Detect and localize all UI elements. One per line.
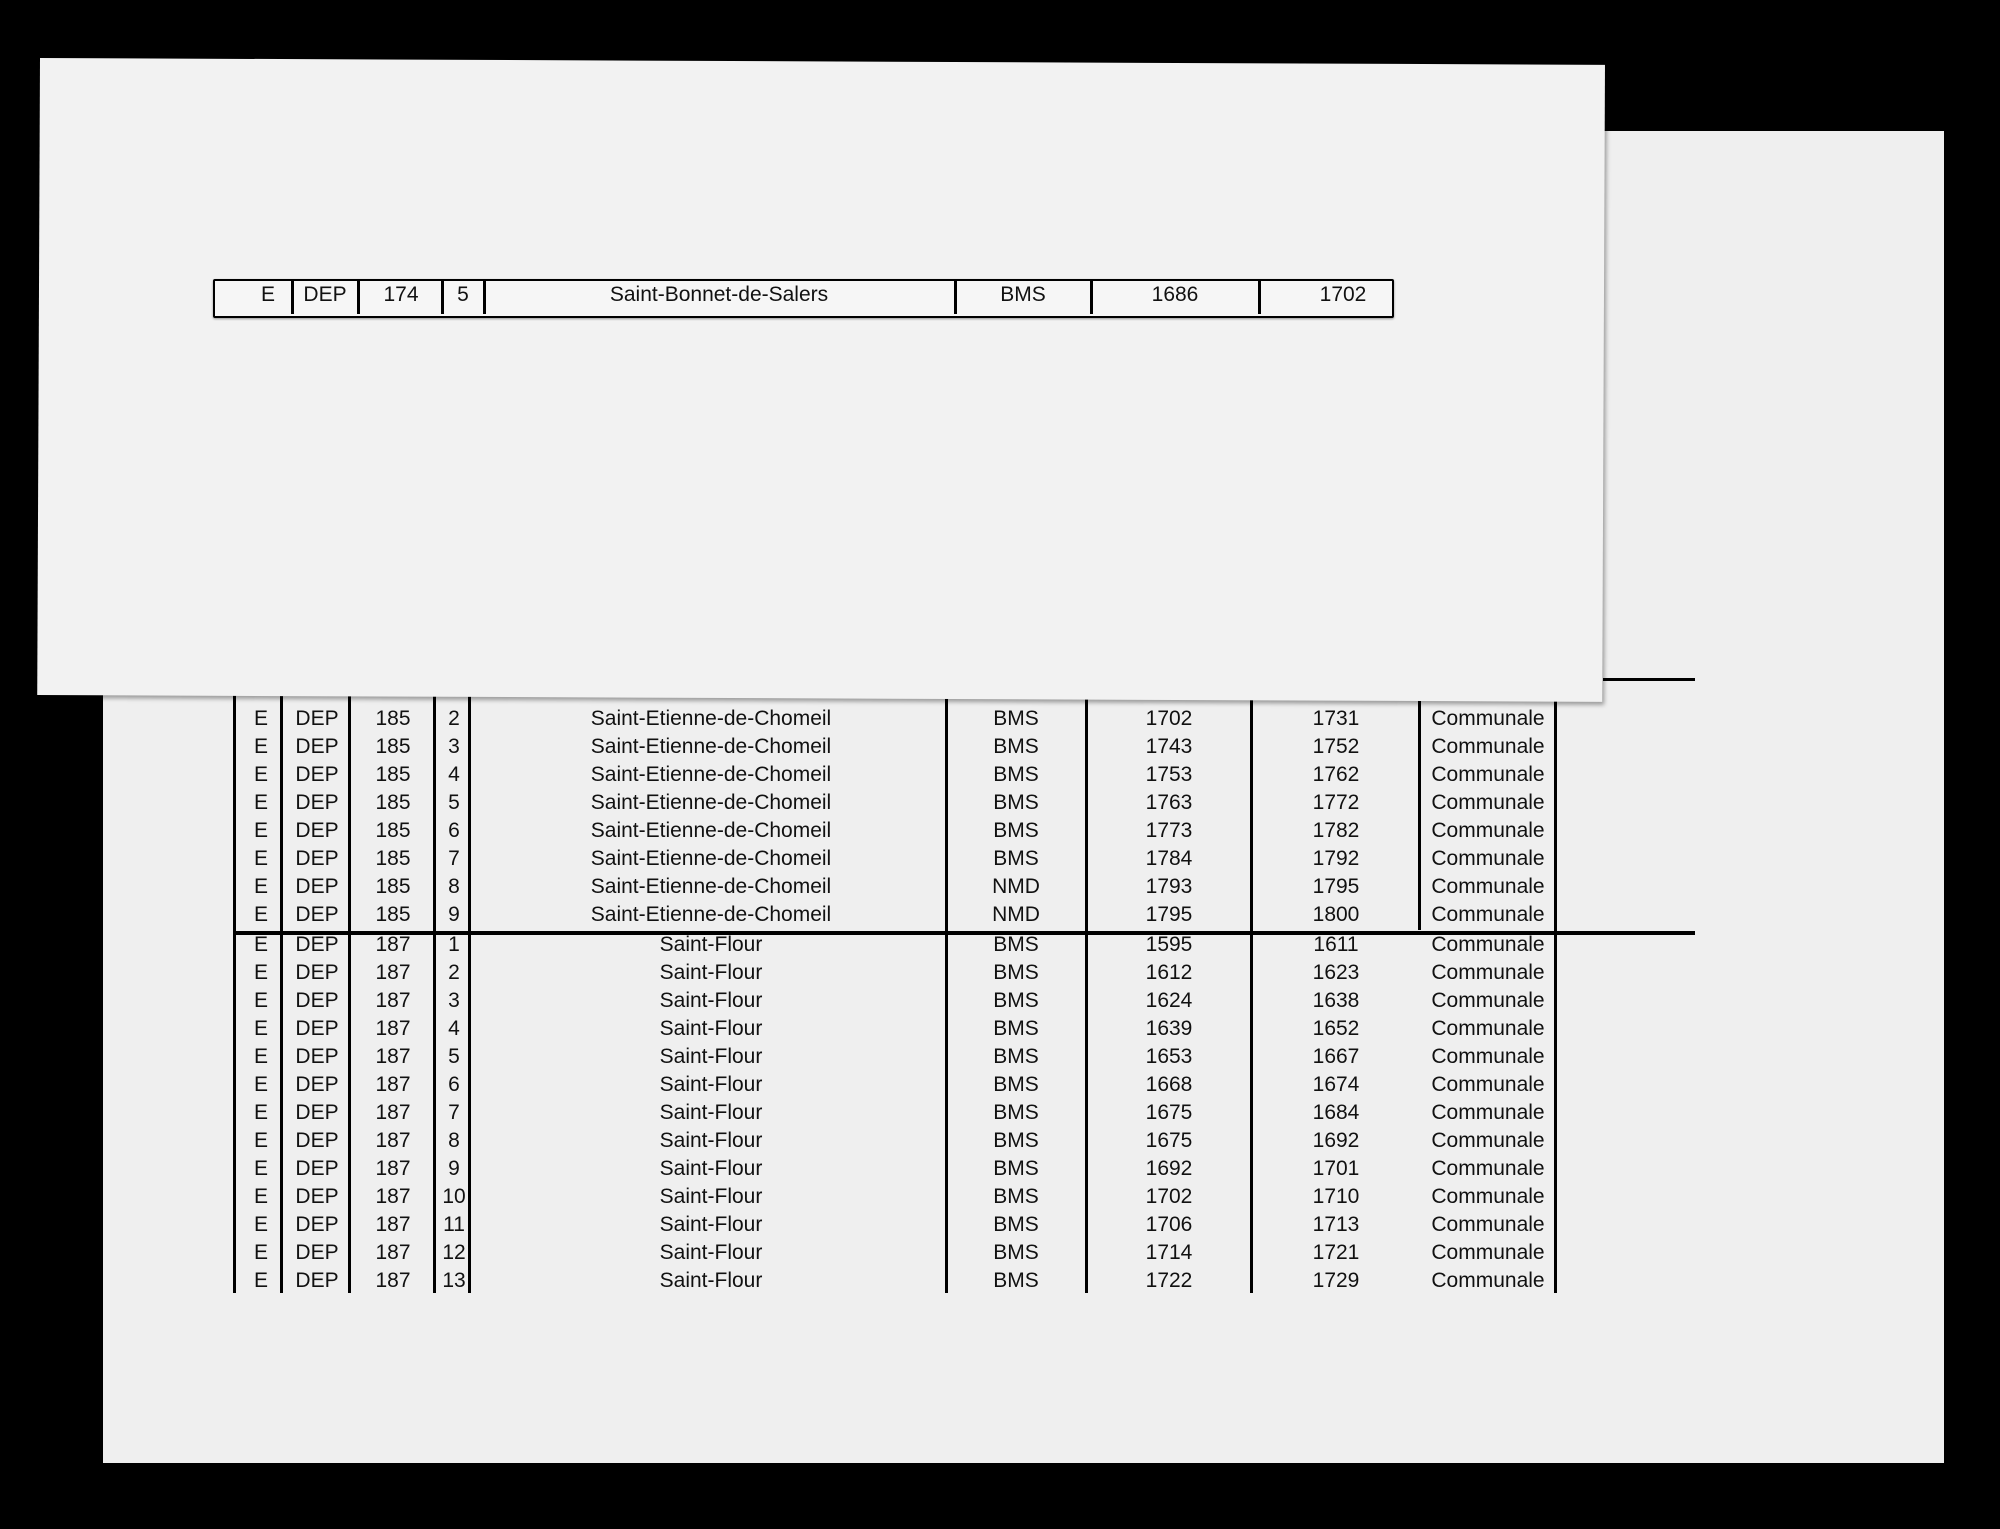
cell-type: DEP (295, 1269, 339, 1292)
cell-status: Communale (1431, 1017, 1545, 1040)
cell-end: 1782 (1312, 819, 1360, 842)
slip-article: 5 (457, 283, 469, 306)
cell-type: DEP (295, 989, 339, 1012)
cell-end: 1692 (1312, 1129, 1360, 1152)
cell-status: Communale (1431, 847, 1545, 870)
slip-type: DEP (303, 283, 347, 306)
slip-col-rule-1 (291, 281, 294, 314)
cell-number: 187 (375, 1157, 411, 1180)
cell-series: E (253, 1157, 269, 1180)
section-rule-top (1603, 678, 1695, 681)
cell-status: Communale (1431, 1213, 1545, 1236)
cell-type: DEP (295, 1157, 339, 1180)
cell-article: 13 (442, 1269, 466, 1292)
cell-article: 11 (443, 1213, 465, 1236)
cell-type: DEP (295, 791, 339, 814)
cell-end: 1721 (1312, 1241, 1360, 1264)
cell-end: 1701 (1312, 1157, 1360, 1180)
cell-end: 1762 (1312, 763, 1360, 786)
slip-col-rule-7 (1258, 281, 1261, 314)
cell-article: 6 (448, 819, 460, 842)
cell-status: Communale (1431, 1269, 1545, 1292)
cell-series: E (253, 903, 269, 926)
cell-start: 1595 (1145, 933, 1193, 956)
cell-type: DEP (295, 1185, 339, 1208)
cell-article: 9 (448, 903, 460, 926)
cell-series: E (253, 875, 269, 898)
cell-type: DEP (295, 933, 339, 956)
slip-next-row-edge (250, 314, 1350, 320)
cell-type: DEP (295, 1073, 339, 1096)
cell-article: 9 (448, 1157, 460, 1180)
cell-number: 187 (375, 1185, 411, 1208)
cell-commune: Saint-Flour (659, 1017, 763, 1040)
slip-start: 1686 (1151, 283, 1199, 306)
cell-start: 1795 (1145, 903, 1193, 926)
cell-type: DEP (295, 819, 339, 842)
cell-commune: Saint-Etienne-de-Chomeil (590, 819, 832, 842)
slip-col-rule-2 (357, 281, 360, 314)
slip-end: 1702 (1319, 283, 1367, 306)
cell-series: E (253, 1241, 269, 1264)
cell-commune: Saint-Flour (659, 1157, 763, 1180)
cell-status: Communale (1431, 875, 1545, 898)
cell-acts: BMS (993, 735, 1039, 758)
cell-end: 1684 (1312, 1101, 1360, 1124)
cell-type: DEP (295, 847, 339, 870)
slip-col-rule-4 (483, 281, 486, 314)
cell-commune: Saint-Flour (659, 1101, 763, 1124)
col-rule-type (348, 690, 351, 1293)
cell-acts: BMS (993, 1213, 1039, 1236)
cell-article: 6 (448, 1073, 460, 1096)
cell-end: 1795 (1312, 875, 1360, 898)
cell-acts: BMS (993, 1045, 1039, 1068)
cell-commune: Saint-Flour (659, 961, 763, 984)
cell-article: 8 (448, 875, 460, 898)
cell-commune: Saint-Etienne-de-Chomeil (590, 847, 832, 870)
cell-number: 187 (375, 1213, 411, 1236)
cell-series: E (253, 989, 269, 1012)
cell-acts: BMS (993, 1129, 1039, 1152)
cell-article: 4 (448, 763, 460, 786)
slip-col-rule-6 (1090, 281, 1093, 314)
cell-commune: Saint-Etienne-de-Chomeil (590, 903, 832, 926)
cell-status: Communale (1431, 763, 1545, 786)
cell-series: E (253, 819, 269, 842)
cell-article: 7 (448, 1101, 460, 1124)
cell-article: 2 (448, 961, 460, 984)
slip-col-rule-3 (441, 281, 444, 314)
cell-commune: Saint-Etienne-de-Chomeil (590, 735, 832, 758)
cell-number: 185 (375, 791, 411, 814)
slip-acts: BMS (1000, 283, 1046, 306)
col-rule-series (280, 690, 283, 1293)
cell-type: DEP (295, 1241, 339, 1264)
cell-article: 7 (448, 847, 460, 870)
cell-start: 1675 (1145, 1129, 1193, 1152)
cell-series: E (253, 763, 269, 786)
col-rule-start (1250, 690, 1253, 1293)
cell-end: 1674 (1312, 1073, 1360, 1096)
cell-end: 1729 (1312, 1269, 1360, 1292)
col-rule-acts (1085, 690, 1088, 1293)
cell-acts: BMS (993, 707, 1039, 730)
cell-type: DEP (295, 763, 339, 786)
cell-commune: Saint-Flour (659, 1213, 763, 1236)
cell-type: DEP (295, 1213, 339, 1236)
cell-start: 1714 (1145, 1241, 1193, 1264)
col-rule-commune (945, 690, 948, 1293)
cell-article: 5 (448, 1045, 460, 1068)
cell-status: Communale (1431, 903, 1545, 926)
cell-start: 1793 (1145, 875, 1193, 898)
cell-number: 185 (375, 763, 411, 786)
cell-commune: Saint-Flour (659, 1129, 763, 1152)
cell-acts: BMS (993, 763, 1039, 786)
cell-article: 3 (448, 735, 460, 758)
cell-start: 1702 (1145, 707, 1193, 730)
cell-series: E (253, 707, 269, 730)
cell-acts: BMS (993, 961, 1039, 984)
cell-start: 1639 (1145, 1017, 1193, 1040)
cell-commune: Saint-Flour (659, 1269, 763, 1292)
cell-series: E (253, 1129, 269, 1152)
cell-type: DEP (295, 961, 339, 984)
cell-series: E (253, 1269, 269, 1292)
cell-series: E (253, 1073, 269, 1096)
cell-start: 1773 (1145, 819, 1193, 842)
cell-acts: NMD (992, 903, 1040, 926)
cell-start: 1722 (1145, 1269, 1193, 1292)
cell-end: 1731 (1312, 707, 1360, 730)
cell-commune: Saint-Flour (659, 933, 763, 956)
cell-status: Communale (1431, 791, 1545, 814)
cell-acts: BMS (993, 989, 1039, 1012)
cell-end: 1652 (1312, 1017, 1360, 1040)
cell-status: Communale (1431, 933, 1545, 956)
cell-type: DEP (295, 1017, 339, 1040)
cell-acts: BMS (993, 1073, 1039, 1096)
cell-series: E (253, 961, 269, 984)
cell-start: 1784 (1145, 847, 1193, 870)
col-rule-end (1418, 690, 1421, 930)
cell-start: 1702 (1145, 1185, 1193, 1208)
cell-article: 12 (442, 1241, 466, 1264)
cell-series: E (253, 1045, 269, 1068)
cell-start: 1692 (1145, 1157, 1193, 1180)
cell-series: E (253, 847, 269, 870)
cell-series: E (253, 1213, 269, 1236)
cell-end: 1710 (1312, 1185, 1360, 1208)
cell-status: Communale (1431, 1129, 1545, 1152)
cell-start: 1668 (1145, 1073, 1193, 1096)
slip-commune: Saint-Bonnet-de-Salers (609, 283, 829, 306)
cell-end: 1772 (1312, 791, 1360, 814)
cell-number: 187 (375, 1241, 411, 1264)
cell-acts: BMS (993, 1241, 1039, 1264)
cell-end: 1792 (1312, 847, 1360, 870)
cell-acts: BMS (993, 1269, 1039, 1292)
cell-commune: Saint-Flour (659, 989, 763, 1012)
cell-status: Communale (1431, 707, 1545, 730)
col-rule-right (1554, 690, 1557, 1293)
cell-start: 1624 (1145, 989, 1193, 1012)
cell-start: 1753 (1145, 763, 1193, 786)
col-rule-number (433, 690, 436, 1293)
cell-number: 187 (375, 1129, 411, 1152)
cell-type: DEP (295, 735, 339, 758)
cell-article: 2 (448, 707, 460, 730)
cell-article: 8 (448, 1129, 460, 1152)
cell-number: 187 (375, 1101, 411, 1124)
cell-series: E (253, 735, 269, 758)
cell-end: 1611 (1313, 933, 1359, 956)
cell-end: 1800 (1312, 903, 1360, 926)
col-rule-article (468, 690, 471, 1293)
cell-type: DEP (295, 903, 339, 926)
cell-acts: BMS (993, 1185, 1039, 1208)
cell-article: 10 (442, 1185, 466, 1208)
cell-end: 1623 (1312, 961, 1360, 984)
cell-number: 185 (375, 903, 411, 926)
cell-number: 187 (375, 1073, 411, 1096)
cell-number: 185 (375, 735, 411, 758)
cell-series: E (253, 1017, 269, 1040)
cell-status: Communale (1431, 989, 1545, 1012)
cell-commune: Saint-Flour (659, 1241, 763, 1264)
cell-article: 5 (448, 791, 460, 814)
cell-type: DEP (295, 1045, 339, 1068)
cell-article: 1 (448, 933, 460, 956)
cell-type: DEP (295, 1129, 339, 1152)
cell-commune: Saint-Etienne-de-Chomeil (590, 875, 832, 898)
cell-status: Communale (1431, 961, 1545, 984)
cell-acts: NMD (992, 875, 1040, 898)
cell-number: 185 (375, 875, 411, 898)
cell-number: 185 (375, 847, 411, 870)
cell-status: Communale (1431, 1185, 1545, 1208)
cell-commune: Saint-Flour (659, 1045, 763, 1068)
cell-article: 4 (448, 1017, 460, 1040)
cell-series: E (253, 1185, 269, 1208)
cell-commune: Saint-Etienne-de-Chomeil (590, 707, 832, 730)
cell-status: Communale (1431, 1241, 1545, 1264)
cell-start: 1743 (1145, 735, 1193, 758)
cell-end: 1667 (1312, 1045, 1360, 1068)
cell-status: Communale (1431, 1157, 1545, 1180)
cell-start: 1612 (1145, 961, 1193, 984)
front-slip (37, 58, 1605, 702)
cell-series: E (253, 933, 269, 956)
cell-acts: BMS (993, 933, 1039, 956)
cell-number: 187 (375, 1045, 411, 1068)
cell-acts: BMS (993, 1017, 1039, 1040)
cell-number: 185 (375, 819, 411, 842)
cell-commune: Saint-Etienne-de-Chomeil (590, 763, 832, 786)
cell-number: 187 (375, 989, 411, 1012)
cell-commune: Saint-Flour (659, 1185, 763, 1208)
cell-start: 1675 (1145, 1101, 1193, 1124)
cell-status: Communale (1431, 1101, 1545, 1124)
cell-commune: Saint-Flour (659, 1073, 763, 1096)
cell-series: E (253, 791, 269, 814)
cell-acts: BMS (993, 819, 1039, 842)
cell-start: 1653 (1145, 1045, 1193, 1068)
cell-acts: BMS (993, 1101, 1039, 1124)
cell-acts: BMS (993, 1157, 1039, 1180)
cell-number: 187 (375, 1017, 411, 1040)
cell-status: Communale (1431, 1045, 1545, 1068)
cell-status: Communale (1431, 819, 1545, 842)
cell-number: 187 (375, 961, 411, 984)
slip-series: E (260, 283, 276, 306)
col-rule-left (233, 690, 236, 1293)
cell-end: 1713 (1312, 1213, 1360, 1236)
cell-type: DEP (295, 707, 339, 730)
cell-type: DEP (295, 875, 339, 898)
cell-type: DEP (295, 1101, 339, 1124)
cell-status: Communale (1431, 735, 1545, 758)
cell-status: Communale (1431, 1073, 1545, 1096)
cell-start: 1763 (1145, 791, 1193, 814)
cell-acts: BMS (993, 847, 1039, 870)
cell-series: E (253, 1101, 269, 1124)
cell-number: 187 (375, 1269, 411, 1292)
slip-col-rule-5 (954, 281, 957, 314)
cell-number: 185 (375, 707, 411, 730)
cell-end: 1752 (1312, 735, 1360, 758)
cell-number: 187 (375, 933, 411, 956)
slip-number: 174 (383, 283, 419, 306)
cell-article: 3 (448, 989, 460, 1012)
cell-commune: Saint-Etienne-de-Chomeil (590, 791, 832, 814)
cell-start: 1706 (1145, 1213, 1193, 1236)
cell-end: 1638 (1312, 989, 1360, 1012)
cell-acts: BMS (993, 791, 1039, 814)
